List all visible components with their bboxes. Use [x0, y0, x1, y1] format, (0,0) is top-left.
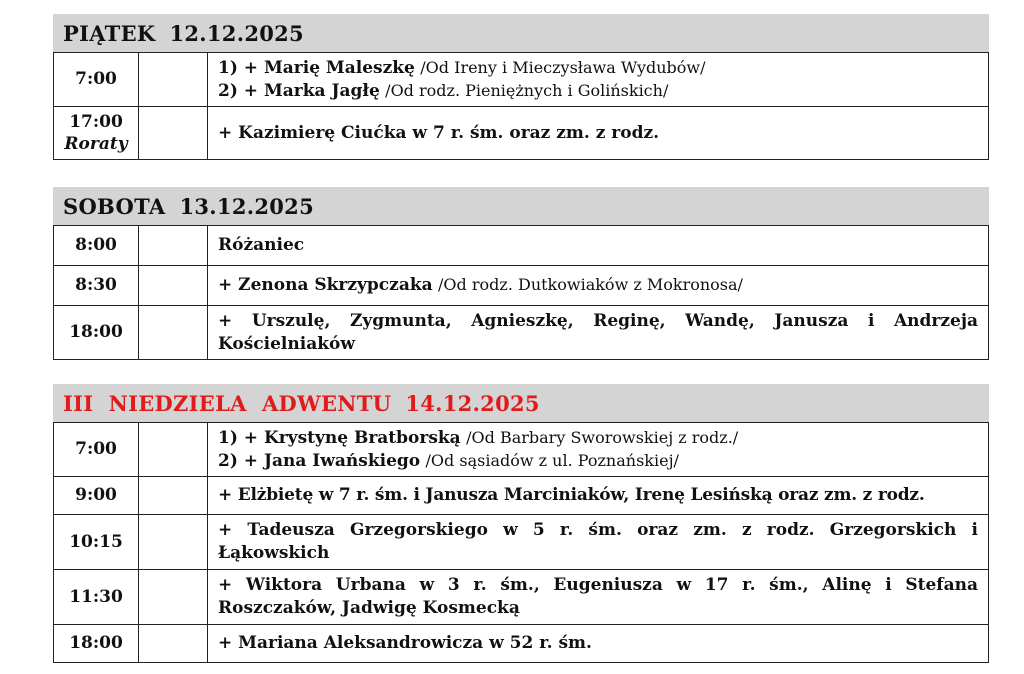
table-row — [54, 53, 989, 107]
blank-cell — [139, 625, 208, 663]
mass-intention — [208, 515, 989, 570]
day-name: III NIEDZIELA ADWENTU — [63, 390, 392, 416]
intention-text: Różaniec — [218, 235, 305, 256]
table-row — [54, 107, 989, 160]
mass-time: 8:30 — [54, 266, 139, 306]
blank-cell — [139, 423, 208, 477]
blank-cell — [139, 570, 208, 625]
mass-time: 11:30 — [54, 570, 139, 625]
mass-type: Roraty — [64, 134, 128, 154]
day-date: 12.12.2025 — [169, 20, 304, 46]
intention-note: /Od rodz. Dutkowiaków z Mokronosa/ — [438, 275, 743, 295]
mass-time: 7:00 — [54, 423, 139, 477]
blank-cell — [139, 53, 208, 107]
intention-text: + Urszulę, Zygmunta, Agnieszkę, Reginę, Wandę, Janusza i Andrzeja Kościelniaków — [218, 310, 978, 354]
mass-time: 18:00 — [54, 306, 139, 360]
mass-time: 18:00 — [54, 625, 139, 663]
intention-note: /Od Barbary Sworowskiej z rodz./ — [466, 427, 739, 447]
intention-text: + Mariana Aleksandrowicza w 52 r. śm. — [218, 633, 592, 654]
mass-intention — [208, 625, 989, 663]
mass-intention — [208, 266, 989, 306]
mass-time: 17:00 — [69, 111, 123, 132]
intention-text: 2) + Jana Iwańskiego — [218, 450, 421, 471]
intention-text: 2) + Marka Jagłę — [218, 80, 380, 101]
table-row — [54, 266, 989, 306]
intention-text: + Kazimierę Ciućka w 7 r. śm. oraz zm. z rodz. — [218, 122, 660, 143]
blank-cell — [139, 515, 208, 570]
blank-cell — [139, 226, 208, 266]
intention-text: + Zenona Skrzypczaka — [218, 275, 433, 296]
table-row — [54, 515, 989, 570]
mass-time-cell — [54, 107, 139, 160]
mass-time: 10:15 — [54, 515, 139, 570]
mass-intention — [208, 477, 989, 515]
intention-text: + Elżbietę w 7 r. śm. i Janusza Marciniaków, Irenę Lesińską oraz zm. z rodz. — [218, 485, 925, 506]
intention-text: 1) + Marię Maleszkę — [218, 57, 415, 78]
table-row — [54, 625, 989, 663]
mass-intention — [208, 53, 989, 107]
table-row — [54, 226, 989, 266]
mass-intention — [208, 306, 989, 360]
day-header — [53, 14, 989, 52]
table-row — [54, 423, 989, 477]
mass-intention — [208, 107, 989, 160]
table-row — [54, 570, 989, 625]
mass-time: 8:00 — [54, 226, 139, 266]
mass-intention — [208, 423, 989, 477]
blank-cell — [139, 107, 208, 160]
day-name: PIĄTEK — [63, 20, 156, 46]
mass-time: 7:00 — [54, 53, 139, 107]
mass-table — [53, 422, 989, 663]
intention-text: 1) + Krystynę Bratborską — [218, 427, 461, 448]
day-section-sunday — [53, 384, 989, 663]
mass-time: 9:00 — [54, 477, 139, 515]
day-header — [53, 384, 989, 422]
intention-note: /Od rodz. Pieniężnych i Golińskich/ — [385, 80, 669, 100]
mass-table — [53, 225, 989, 360]
day-section-saturday — [53, 187, 989, 360]
blank-cell — [139, 477, 208, 515]
mass-intention — [208, 570, 989, 625]
day-date: 14.12.2025 — [405, 390, 540, 416]
mass-intention — [208, 226, 989, 266]
intention-note: /Od sąsiadów z ul. Poznańskiej/ — [425, 450, 679, 470]
day-date: 13.12.2025 — [179, 193, 314, 219]
day-name: SOBOTA — [63, 193, 166, 219]
day-header — [53, 187, 989, 225]
table-row — [54, 306, 989, 360]
intention-note: /Od Ireny i Mieczysława Wydubów/ — [420, 57, 706, 77]
mass-table — [53, 52, 989, 160]
intention-text: + Tadeusza Grzegorskiego w 5 r. śm. oraz zm. z rodz. Grzegorskich i Łąkowskich — [218, 520, 978, 563]
blank-cell — [139, 306, 208, 360]
blank-cell — [139, 266, 208, 306]
day-section-friday — [53, 14, 989, 160]
table-row — [54, 477, 989, 515]
intention-text: + Wiktora Urbana w 3 r. śm., Eugeniusza w 17 r. śm., Alinę i Stefana Roszczaków, Jadwigę Kosmecką — [218, 575, 978, 618]
